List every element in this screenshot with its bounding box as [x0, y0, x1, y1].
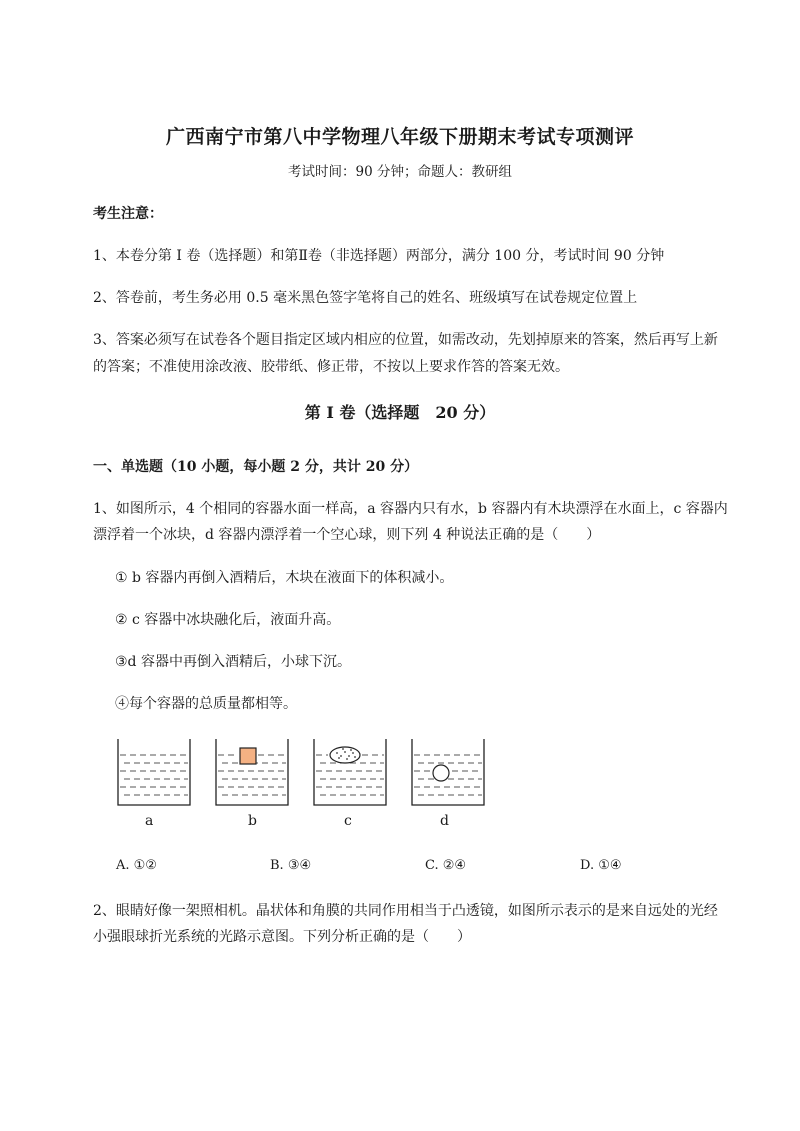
container-b	[216, 739, 288, 805]
question-2-text: 2、眼睛好像一架照相机。晶状体和角膜的共同作用相当于凸透镜，如图所示表示的是来自远处的光经	[93, 903, 718, 919]
ice-block	[330, 747, 360, 763]
exam-info: 考试时间：90 分钟；命题人：教研组	[288, 164, 512, 180]
figure-label-c: c	[344, 813, 352, 829]
option-d[interactable]: D. ①④	[580, 858, 622, 873]
figure-label-b: b	[248, 813, 257, 829]
figure-label-a: a	[145, 813, 154, 829]
option-a[interactable]: A. ①②	[116, 858, 157, 873]
page-title: 广西南宁市第八中学物理八年级下册期末考试专项测评	[165, 126, 634, 148]
section-title: 第 I 卷（选择题 20 分）	[304, 403, 496, 422]
container-c	[314, 739, 386, 805]
statement-2: ② c 容器中冰块融化后，液面升高。	[115, 612, 341, 628]
statement-1: ① b 容器内再倒入酒精后，木块在液面下的体积减小。	[115, 570, 454, 586]
question-1-text: 1、如图所示，4 个相同的容器水面一样高，a 容器内只有水，b 容器内有木块漂浮在水面上，c 容器内	[93, 501, 728, 517]
notice-item: 2、答卷前，考生务必用 0.5 毫米黑色签字笔将自己的姓名、班级填写在试卷规定位置上	[93, 290, 638, 306]
wood-block	[240, 748, 256, 764]
container-a	[118, 739, 190, 805]
notice-heading: 考生注意：	[93, 206, 163, 222]
water-lines	[120, 755, 188, 795]
option-b[interactable]: B. ③④	[270, 858, 312, 873]
container-d	[412, 739, 484, 805]
statement-4: ④每个容器的总质量都相等。	[115, 696, 297, 712]
statement-3: ③d 容器中再倒入酒精后，小球下沉。	[115, 654, 351, 670]
question-1-text-continued: 漂浮着一个冰块，d 容器内漂浮着一个空心球，则下列 4 种说法正确的是（ ）	[93, 527, 601, 543]
notice-item-continued: 的答案；不准使用涂改液、胶带纸、修正带，不按以上要求作答的答案无效。	[93, 359, 569, 375]
containers-figure	[110, 735, 500, 810]
notice-item: 1、本卷分第 I 卷（选择题）和第Ⅱ卷（非选择题）两部分，满分 100 分，考试时间 90 分钟	[93, 248, 665, 264]
option-c[interactable]: C. ②④	[425, 858, 467, 873]
hollow-ball	[433, 765, 449, 781]
notice-item: 3、答案必须写在试卷各个题目指定区域内相应的位置，如需改动，先划掉原来的答案，然后再写上新	[93, 332, 718, 348]
question-2-text-continued: 小强眼球折光系统的光路示意图。下列分析正确的是（ ）	[93, 929, 471, 945]
figure-label-d: d	[440, 813, 449, 829]
part-heading: 一、单选题（10 小题，每小题 2 分，共计 20 分）	[93, 459, 419, 475]
